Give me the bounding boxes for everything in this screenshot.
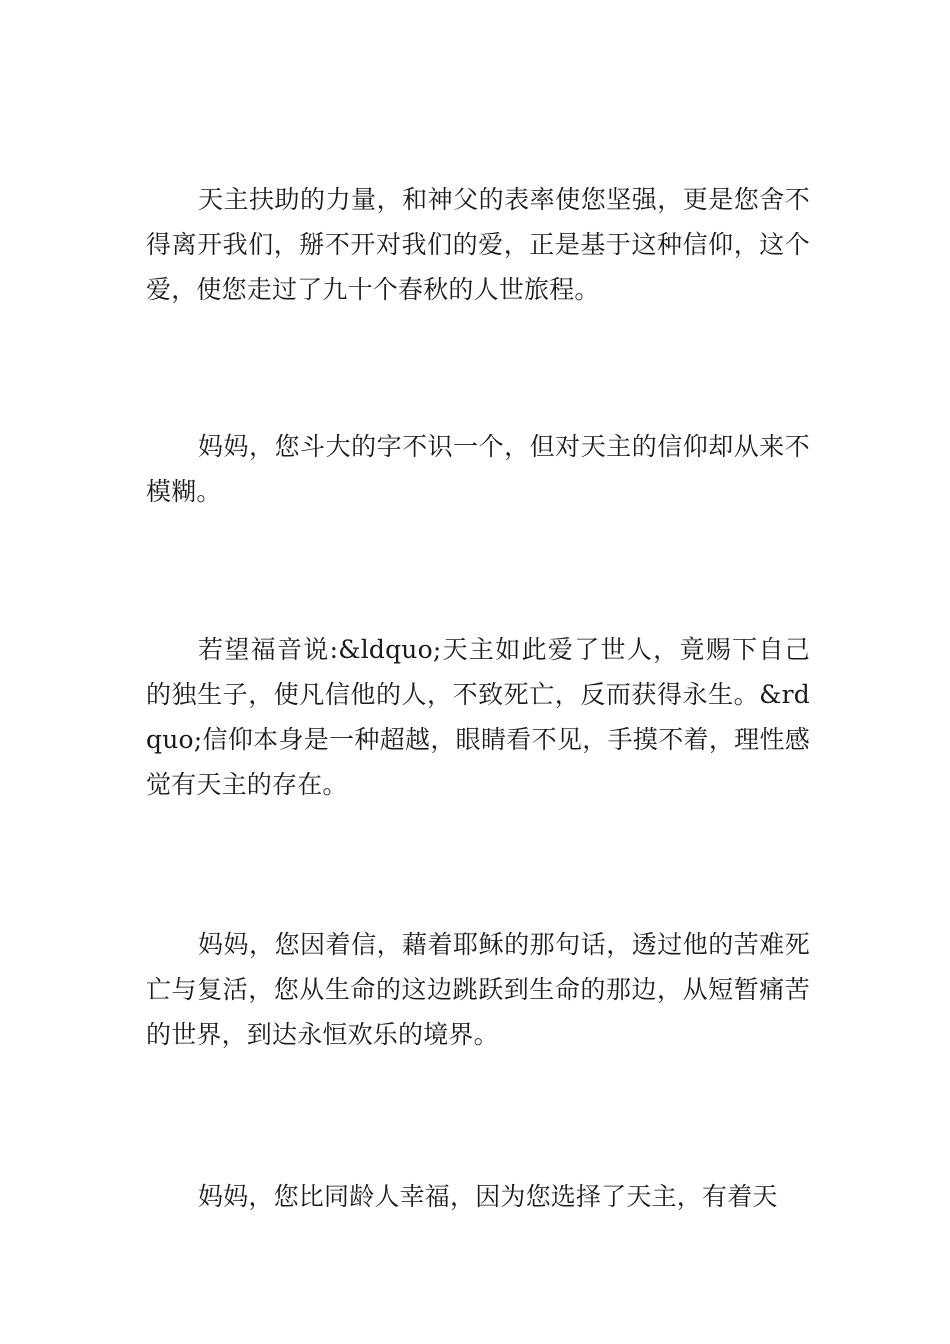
paragraph-resurrection: 妈妈，您因着信，藉着耶稣的那句话，透过他的苦难死亡与复活，您从生命的这边跳跃到生命的那边，从短暂痛苦的世界，到达永恒欢乐的境界。 — [146, 930, 810, 1049]
paragraph-gospel-quote: 若望福音说:&ldquo;天主如此爱了世人，竟赐下自己的独生子，使凡信他的人，不致死亡，反而获得永生。&rdquo;信仰本身是一种超越，眼睛看不见，手摸不着，理性感觉有天主的存在。 — [146, 635, 810, 799]
paragraph-happier: 妈妈，您比同龄人幸福，因为您选择了天主，有着天 — [198, 1182, 778, 1211]
paragraph-mother-illiterate: 妈妈，您斗大的字不识一个，但对天主的信仰却从来不模糊。 — [146, 432, 810, 506]
paragraph-faith-strength: 天主扶助的力量，和神父的表率使您坚强，更是您舍不得离开我们，掰不开对我们的爱，正是基于这种信仰，这个爱，使您走过了九十个春秋的人世旅程。 — [146, 185, 810, 304]
